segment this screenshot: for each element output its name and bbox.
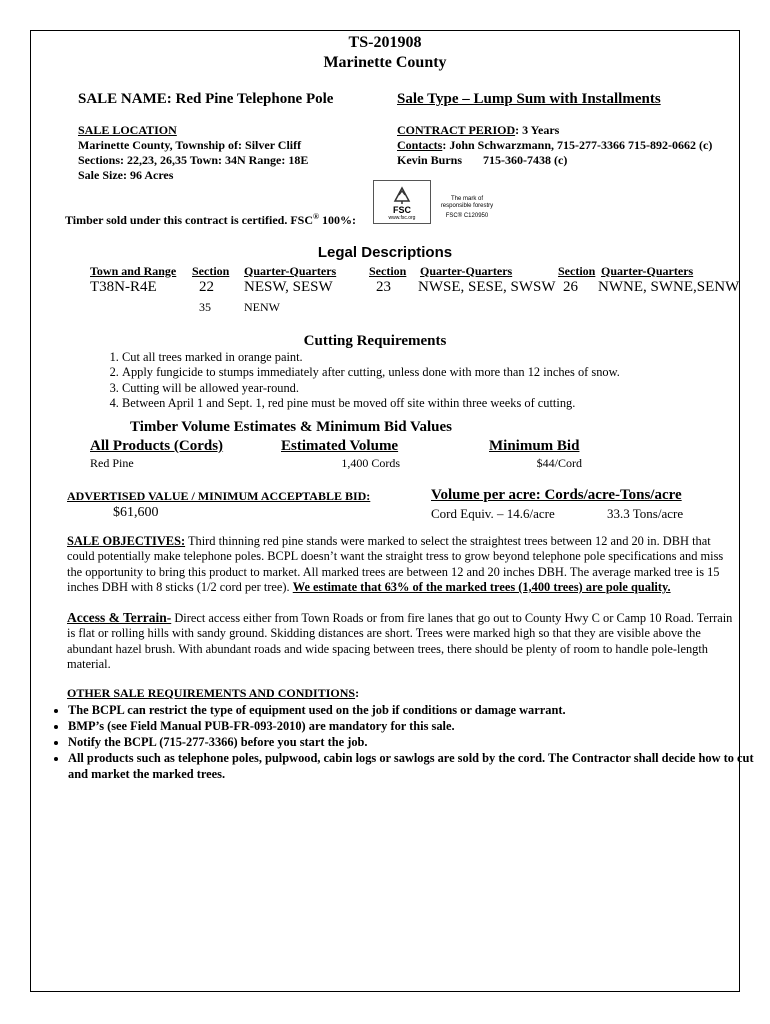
tons-per-acre: 33.3 Tons/acre (607, 506, 684, 521)
header-all-products: All Products (Cords) (90, 438, 224, 454)
contact-kevin-burns: Kevin Burns 715-360-7438 (c) (397, 153, 568, 167)
town-range-value: T38N-R4E (90, 279, 157, 295)
fsc-tree-icon (391, 185, 413, 205)
advertised-value: $61,600 (113, 505, 159, 520)
list-item: 1. Cut all trees marked in orange paint. (122, 350, 620, 365)
quarters-section-22: NESW, SESW (244, 279, 333, 295)
contract-period-label: CONTRACT PERIOD (397, 123, 516, 137)
list-item: 3. Cutting will be allowed year-round. (122, 381, 620, 396)
list-item: 4. Between April 1 and Sept. 1, red pine must be moved off site within three weeks of cutting. (122, 396, 620, 411)
section-26: 26 (563, 279, 578, 295)
cutting-requirements-list (94, 350, 620, 411)
access-terrain (67, 610, 740, 672)
certification-text: Timber sold under this contract is certified. FSC (65, 213, 313, 227)
location-line-1: Marinette County, Township of: Silver Cliff (78, 138, 302, 152)
sale-location-heading: SALE LOCATION (78, 123, 177, 137)
section-35: 35 (199, 300, 211, 314)
sale-name (78, 91, 333, 108)
product-red-pine: Red Pine (90, 456, 134, 470)
fsc-license-code: FSC® C120950 (445, 213, 489, 219)
header-town-range: Town and Range (90, 264, 177, 278)
header-quarter-quarters-2: Quarter-Quarters (420, 264, 513, 278)
volume-estimates-title: Timber Volume Estimates & Minimum Bid Values (130, 419, 452, 435)
sale-objectives-label: SALE OBJECTIVES: (67, 534, 186, 548)
header-section-2: Section (369, 264, 407, 278)
contract-period (397, 123, 559, 138)
list-item: • All products such as telephone poles, pulpwood, cabin logs or sawlogs are sold by the cord. The Contractor shall decide how to cut and market the marked trees. (68, 750, 758, 782)
section-22: 22 (199, 279, 214, 295)
pole-quality-estimate: We estimate that 63% of the marked trees (1,400 trees) are pole quality. (292, 579, 671, 594)
header-estimated-volume: Estimated Volume (281, 438, 399, 454)
sale-type: Sale Type – Lump Sum with Installments (397, 91, 661, 107)
cutting-requirements-title: Cutting Requirements (303, 333, 447, 349)
quarters-section-23: NWSE, SESE, SWSW (418, 279, 556, 295)
fsc-logo-url: www.fsc.org (388, 215, 416, 221)
county-title: Marinette County (323, 54, 447, 71)
list-item: • The BCPL can restrict the type of equipment used on the job if conditions or damage warrant. (68, 702, 758, 718)
contacts-value: : John Schwarzmann, 715-277-3366 715-892-0662 (c) (442, 138, 713, 152)
list-item: • BMP’s (see Field Manual PUB-FR-093-2010) are mandatory for this sale. (68, 718, 758, 734)
minimum-bid-value: $44/Cord (536, 456, 582, 470)
estimated-volume-value: 1,400 Cords (341, 456, 400, 470)
location-line-2: Sections: 22,23, 26,35 Town: 34N Range: 18E (78, 153, 309, 167)
contract-period-value: : 3 Years (515, 123, 560, 137)
header-section-3: Section (558, 264, 596, 278)
other-requirements-colon: : (355, 686, 360, 700)
fsc-mark-line-1: The mark of (450, 196, 483, 202)
list-item: • Notify the BCPL (715-277-3366) before you start the job. (68, 734, 758, 750)
certification-statement (65, 212, 356, 228)
sale-name-label: SALE NAME: (78, 91, 172, 107)
other-requirements-list (48, 702, 758, 782)
other-requirements-heading (67, 686, 359, 701)
fsc-mark-line-2: responsible forestry (440, 203, 494, 209)
header-minimum-bid: Minimum Bid (489, 438, 580, 454)
list-item: 2. Apply fungicide to stumps immediately after cutting, unless done with more than 12 inches of snow. (122, 365, 620, 380)
quarters-section-26: NWNE, SWNE,SENW (598, 279, 740, 295)
access-terrain-label: Access & Terrain- (67, 610, 172, 625)
sale-name-value: Red Pine Telephone Pole (175, 91, 334, 107)
quarters-section-35: NENW (244, 300, 280, 314)
sale-objectives (67, 534, 740, 595)
other-requirements-label: OTHER SALE REQUIREMENTS AND CONDITIONS (67, 686, 356, 700)
certification-percent: 100%: (318, 213, 356, 227)
access-terrain-text: Direct access either from Town Roads or from fire lanes that go out to County Hwy C or Camp 10 Road. Terrain is flat or rolling hills with sandy ground. Skidding distances are short. Trees were marked high so that they are visible above the abundant hazel brush. With abundant roads and wide spacing between trees, there should be plenty of room to handle pole-length material. (67, 611, 733, 671)
volume-per-acre-label: Volume per acre: Cords/acre-Tons/acre (431, 487, 682, 503)
fsc-logo (373, 180, 431, 224)
registered-mark: ® (313, 212, 319, 221)
section-23: 23 (376, 279, 391, 295)
ts-number: TS-201908 (348, 34, 422, 51)
advertised-value-label: ADVERTISED VALUE / MINIMUM ACCEPTABLE BID: (67, 489, 371, 503)
contacts-label: Contacts (397, 138, 443, 152)
header-section-1: Section (192, 264, 230, 278)
header-quarter-quarters-1: Quarter-Quarters (244, 264, 337, 278)
legal-descriptions-title: Legal Descriptions (317, 244, 453, 261)
sale-objectives-text: Third thinning red pine stands were marked to select the straightest trees between 12 and 20 in. DBH that could potentially make telephone poles. BCPL doesn’t want the straight tress to grow beyond telephone pole specifications and miss the opportunity to bring this product to market. All marked trees are between 12 and 20 inches DBH. The average marked tree is 15 inches DBH with 8 sticks (1/2 cord per tree). (67, 534, 724, 594)
sale-size: Sale Size: 96 Acres (78, 168, 174, 182)
cord-equivalent: Cord Equiv. – 14.6/acre (431, 506, 555, 521)
fsc-mark-text (432, 196, 502, 210)
fsc-logo-word: FSC (393, 205, 411, 215)
header-quarter-quarters-3: Quarter-Quarters (601, 264, 694, 278)
contacts (397, 138, 712, 153)
